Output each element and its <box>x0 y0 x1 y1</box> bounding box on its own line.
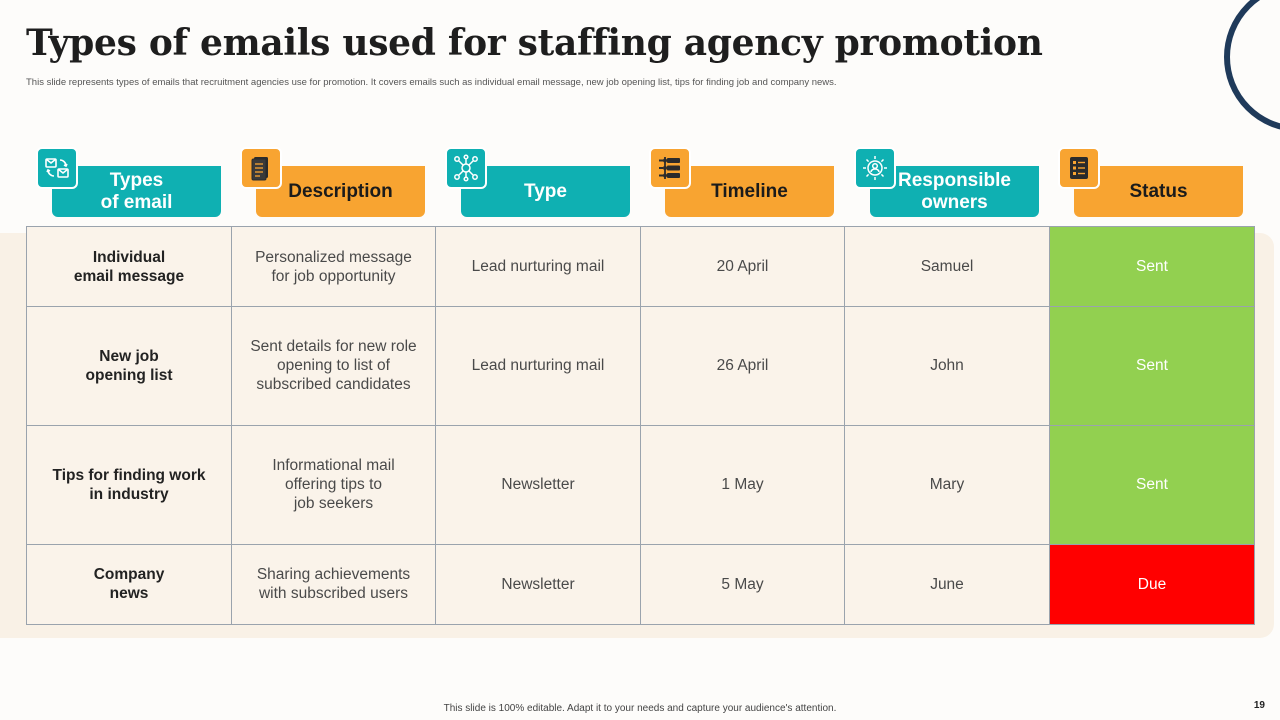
timeline-icon <box>649 147 691 189</box>
document-icon <box>240 147 282 189</box>
type-cell: Lead nurturing mail <box>436 227 641 307</box>
decorative-ring <box>1224 0 1280 132</box>
status-badge: Sent <box>1050 227 1255 307</box>
description-cell: Sent details for new role opening to list of subscribed candidates <box>232 307 436 426</box>
network-icon <box>445 147 487 189</box>
email-type-cell: New job opening list <box>27 307 232 426</box>
email-type-cell: Company news <box>27 544 232 624</box>
table-row <box>27 544 1255 624</box>
email-exchange-icon <box>36 147 78 189</box>
header-label: Responsible owners <box>898 169 1011 213</box>
header-label: Status <box>1129 180 1188 202</box>
checklist-icon <box>1058 147 1100 189</box>
table-row <box>27 227 1255 307</box>
slide-footer: This slide is 100% editable. Adapt it to your needs and capture your audience's attention. <box>443 703 837 714</box>
email-type-cell: Individual email message <box>27 227 232 307</box>
type-cell: Newsletter <box>436 425 641 544</box>
status-badge: Sent <box>1050 425 1255 544</box>
description-cell: Informational mail offering tips to job seekers <box>232 425 436 544</box>
type-cell: Lead nurturing mail <box>436 307 641 426</box>
description-cell: Sharing achievements with subscribed users <box>232 544 436 624</box>
owner-cell: Samuel <box>845 227 1050 307</box>
owner-cell: Mary <box>845 425 1050 544</box>
owner-cell: John <box>845 307 1050 426</box>
owner-cell: June <box>845 544 1050 624</box>
table-row <box>27 425 1255 544</box>
timeline-cell: 20 April <box>641 227 845 307</box>
status-badge: Sent <box>1050 307 1255 426</box>
team-gear-icon <box>854 147 896 189</box>
timeline-cell: 1 May <box>641 425 845 544</box>
header-label: Description <box>288 180 393 202</box>
slide-title: Types of emails used for staffing agency promotion <box>26 22 1043 64</box>
email-types-table <box>26 226 1255 625</box>
status-badge: Due <box>1050 544 1255 624</box>
slide-subtitle: This slide represents types of emails that recruitment agencies use for promotion. It covers emails such as individual email message, new job opening list, tips for finding job and company news. <box>26 77 837 88</box>
email-type-cell: Tips for finding work in industry <box>27 425 232 544</box>
table-row <box>27 307 1255 426</box>
header-label: Timeline <box>711 180 788 202</box>
timeline-cell: 26 April <box>641 307 845 426</box>
header-label: Types of email <box>100 169 173 213</box>
page-number: 19 <box>1253 700 1265 711</box>
header-label: Type <box>524 180 567 202</box>
timeline-cell: 5 May <box>641 544 845 624</box>
type-cell: Newsletter <box>436 544 641 624</box>
description-cell: Personalized message for job opportunity <box>232 227 436 307</box>
